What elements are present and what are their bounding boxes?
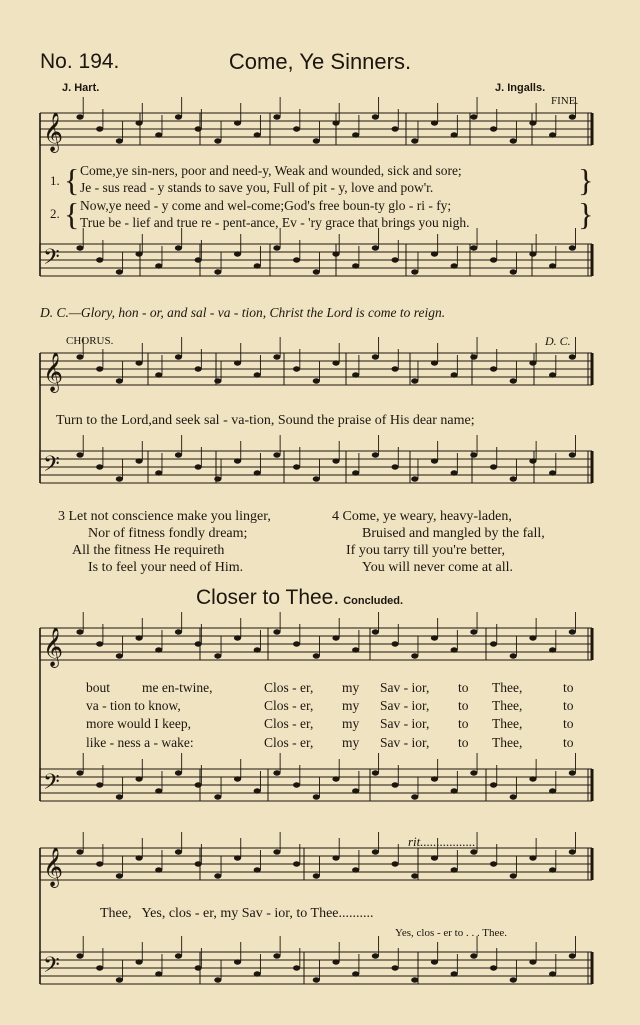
closer-word: Clos - er, (264, 735, 314, 750)
closer-word: my (342, 716, 360, 731)
note-head (234, 458, 241, 463)
note-head (293, 464, 300, 469)
note-head (293, 257, 300, 262)
note-head (135, 251, 142, 256)
note-head (155, 372, 162, 377)
note-head (214, 378, 221, 383)
note-head (76, 354, 83, 359)
note-head (470, 114, 477, 119)
note-head (254, 470, 261, 475)
note-head (313, 138, 320, 143)
note-head (529, 120, 536, 125)
note-head (332, 120, 339, 125)
note-head (195, 257, 202, 262)
closer-word: bout (86, 680, 111, 695)
verse-brace: { (64, 162, 80, 198)
note-head (116, 794, 123, 799)
note-head (549, 263, 556, 268)
note-head (234, 120, 241, 125)
closer-word: to (458, 716, 469, 731)
note-head (195, 464, 202, 469)
note-head (411, 269, 418, 274)
note-head (391, 366, 398, 371)
closer-word: my (342, 735, 360, 750)
note-head (352, 372, 359, 377)
note-head (391, 257, 398, 262)
note-head (214, 977, 221, 982)
closer-word: my (342, 698, 360, 713)
note-head (273, 354, 280, 359)
note-head (214, 873, 221, 878)
closer-word: Thee, (492, 680, 523, 695)
note-head (490, 464, 497, 469)
closer-title-text: Closer to Thee. (196, 586, 340, 609)
closer-echo-line: Yes, clos - er to . . . Thee. (395, 927, 508, 939)
note-head (273, 114, 280, 119)
note-head (431, 855, 438, 860)
chorus-line: Turn to the Lord,and seek sal - va-tion, Sound the praise of His dear name; (56, 413, 475, 428)
note-head (372, 953, 379, 958)
verse-line: True be - lief and true re - pent-ance, Ev - 'ry grace that brings you nigh. (80, 215, 470, 230)
note-head (273, 953, 280, 958)
note-head (175, 770, 182, 775)
note-head (490, 861, 497, 866)
note-head (254, 788, 261, 793)
note-head (372, 629, 379, 634)
note-head (293, 782, 300, 787)
verse-line: Now,ye need - y come and wel-come;God's free boun-ty glo - ri - fy; (80, 198, 452, 213)
note-head (470, 452, 477, 457)
note-head (431, 120, 438, 125)
composer: J. Ingalls. (495, 82, 546, 94)
stanza-3 (58, 508, 271, 576)
note-head (411, 378, 418, 383)
rit-marking: rit................. (408, 834, 476, 849)
note-head (332, 776, 339, 781)
note-head (195, 861, 202, 866)
note-head (529, 959, 536, 964)
note-head (411, 794, 418, 799)
verse-brace: { (64, 196, 80, 232)
note-head (549, 647, 556, 652)
note-head (431, 776, 438, 781)
note-head (470, 770, 477, 775)
note-head (135, 120, 142, 125)
bass-clef-icon: 𝄢 (43, 770, 60, 800)
bass-clef-icon: 𝄢 (43, 245, 60, 275)
note-head (234, 776, 241, 781)
note-head (254, 867, 261, 872)
bass-clef-icon: 𝄢 (43, 452, 60, 482)
verse-brace: } (578, 196, 594, 232)
note-head (372, 770, 379, 775)
stanza-line: 3 Let not conscience make you linger, (58, 509, 271, 524)
note-head (175, 849, 182, 854)
note-head (313, 794, 320, 799)
note-head (332, 855, 339, 860)
verse-number-1: 1. (50, 173, 60, 188)
note-head (549, 867, 556, 872)
note-head (332, 458, 339, 463)
note-head (372, 849, 379, 854)
note-head (116, 269, 123, 274)
closer-word: like - ness a - wake: (86, 735, 194, 750)
note-head (76, 114, 83, 119)
note-head (116, 378, 123, 383)
note-head (391, 126, 398, 131)
note-head (155, 132, 162, 137)
note-head (195, 641, 202, 646)
note-head (332, 959, 339, 964)
closer-word: va - tion to know, (86, 698, 181, 713)
note-head (391, 965, 398, 970)
note-head (135, 458, 142, 463)
note-head (76, 452, 83, 457)
note-head (76, 849, 83, 854)
note-head (451, 867, 458, 872)
note-head (273, 245, 280, 250)
note-head (195, 366, 202, 371)
closer-word: Sav - ior, (380, 735, 430, 750)
note-head (451, 132, 458, 137)
note-head (510, 138, 517, 143)
note-head (96, 464, 103, 469)
note-head (135, 635, 142, 640)
note-head (313, 873, 320, 878)
verse-number-2: 2. (50, 206, 60, 221)
note-head (234, 360, 241, 365)
note-head (372, 452, 379, 457)
note-head (451, 788, 458, 793)
hymn-number: No. 194. (40, 50, 120, 73)
note-head (313, 977, 320, 982)
closer-word: Clos - er, (264, 698, 314, 713)
note-head (372, 114, 379, 119)
bass-clef-icon: 𝄢 (43, 953, 60, 983)
stanza-line: Nor of fitness fondly dream; (88, 526, 248, 541)
note-head (273, 849, 280, 854)
note-head (569, 629, 576, 634)
note-head (293, 126, 300, 131)
note-head (214, 476, 221, 481)
note-head (470, 629, 477, 634)
note-head (155, 470, 162, 475)
closer-word: to (458, 735, 469, 750)
note-head (529, 360, 536, 365)
note-head (451, 971, 458, 976)
closer-word: to (563, 735, 574, 750)
stanza-line: 4 Come, ye weary, heavy-laden, (332, 509, 512, 524)
note-head (451, 263, 458, 268)
note-head (510, 794, 517, 799)
note-head (313, 476, 320, 481)
note-head (549, 788, 556, 793)
note-head (175, 953, 182, 958)
hymn-title: Come, Ye Sinners. (228, 49, 412, 74)
note-head (451, 470, 458, 475)
note-head (490, 641, 497, 646)
note-head (569, 953, 576, 958)
note-head (490, 257, 497, 262)
closer-word: to (458, 698, 469, 713)
note-head (293, 861, 300, 866)
closer-title (196, 586, 403, 610)
treble-clef-icon: 𝄞 (43, 352, 64, 392)
stanza-line: If you tarry till you're better, (346, 543, 506, 558)
chorus-label: CHORUS. (66, 335, 114, 347)
note-head (214, 653, 221, 658)
note-head (116, 476, 123, 481)
note-head (529, 635, 536, 640)
note-head (116, 138, 123, 143)
note-head (470, 953, 477, 958)
note-head (352, 867, 359, 872)
note-head (411, 873, 418, 878)
note-head (313, 378, 320, 383)
closer-word: me en-twine, (142, 680, 213, 695)
note-head (451, 372, 458, 377)
note-head (372, 354, 379, 359)
note-head (96, 965, 103, 970)
note-head (569, 354, 576, 359)
note-head (234, 635, 241, 640)
note-head (116, 653, 123, 658)
closer-word: to (458, 680, 469, 695)
closer-word: Sav - ior, (380, 716, 430, 731)
note-head (76, 770, 83, 775)
note-head (76, 629, 83, 634)
note-head (175, 114, 182, 119)
note-head (490, 126, 497, 131)
note-head (214, 794, 221, 799)
lyricist: J. Hart. (62, 82, 100, 94)
dc-line: D. C.—Glory, hon - or, and sal - va - tion, Christ the Lord is come to reign. (40, 305, 446, 320)
note-head (155, 971, 162, 976)
closer-word: Clos - er, (264, 716, 314, 731)
note-head (549, 132, 556, 137)
note-head (254, 971, 261, 976)
note-head (332, 360, 339, 365)
note-head (116, 977, 123, 982)
note-head (254, 263, 261, 268)
note-head (569, 114, 576, 119)
note-head (391, 464, 398, 469)
note-head (293, 366, 300, 371)
note-head (254, 647, 261, 652)
verse-brace: } (578, 162, 594, 198)
closer-word: Thee, (492, 716, 523, 731)
note-head (411, 476, 418, 481)
stanza-line: Bruised and mangled by the fall, (362, 526, 545, 541)
note-head (529, 776, 536, 781)
note-head (96, 257, 103, 262)
stanza-line: Is to feel your need of Him. (88, 560, 244, 575)
note-head (273, 452, 280, 457)
note-head (135, 959, 142, 964)
note-head (293, 965, 300, 970)
note-head (510, 977, 517, 982)
note-head (352, 132, 359, 137)
note-head (391, 861, 398, 866)
note-head (569, 770, 576, 775)
note-head (431, 458, 438, 463)
note-head (411, 653, 418, 658)
note-head (135, 360, 142, 365)
closer-word: to (563, 698, 574, 713)
note-head (510, 476, 517, 481)
closer-word: to (563, 716, 574, 731)
note-head (510, 873, 517, 878)
closer-note: Concluded. (343, 595, 404, 607)
stanza-4 (332, 508, 545, 576)
verse-line: Come,ye sin-ners, poor and need-y, Weak and wounded, sick and sore; (80, 163, 462, 178)
note-head (96, 366, 103, 371)
note-head (569, 849, 576, 854)
note-head (175, 354, 182, 359)
note-head (273, 770, 280, 775)
note-head (529, 855, 536, 860)
note-head (391, 641, 398, 646)
note-head (195, 126, 202, 131)
closer-word: Sav - ior, (380, 680, 430, 695)
stanza-line: All the fitness He requireth (72, 543, 225, 558)
note-head (155, 867, 162, 872)
note-head (254, 132, 261, 137)
note-head (313, 653, 320, 658)
note-head (510, 378, 517, 383)
note-head (135, 855, 142, 860)
note-head (332, 635, 339, 640)
note-head (155, 647, 162, 652)
note-head (529, 458, 536, 463)
note-head (293, 641, 300, 646)
note-head (549, 470, 556, 475)
note-head (195, 782, 202, 787)
note-head (411, 138, 418, 143)
note-head (352, 263, 359, 268)
note-head (195, 965, 202, 970)
note-head (569, 452, 576, 457)
note-head (175, 629, 182, 634)
note-head (135, 776, 142, 781)
fine-marker: FINE. (551, 95, 579, 107)
closer-word: my (342, 680, 360, 695)
note-head (352, 971, 359, 976)
note-head (451, 647, 458, 652)
treble-clef-icon: 𝄞 (43, 847, 64, 887)
note-head (175, 452, 182, 457)
note-head (510, 653, 517, 658)
note-head (254, 372, 261, 377)
closer-word: to (563, 680, 574, 695)
note-head (431, 959, 438, 964)
note-head (490, 366, 497, 371)
note-head (96, 641, 103, 646)
closer-final-line: Thee, Yes, clos - er, my Sav - ior, to Thee.......... (100, 906, 374, 921)
note-head (214, 269, 221, 274)
note-head (155, 263, 162, 268)
note-head (96, 126, 103, 131)
note-head (470, 849, 477, 854)
verse-line: Je - sus read - y stands to save you, Full of pit - y, love and pow'r. (80, 180, 434, 195)
note-head (96, 782, 103, 787)
closer-word: Thee, (492, 735, 523, 750)
note-head (234, 855, 241, 860)
note-head (273, 629, 280, 634)
note-head (313, 269, 320, 274)
note-head (431, 360, 438, 365)
stanza-line: You will never come at all. (362, 560, 513, 575)
note-head (490, 965, 497, 970)
note-head (391, 782, 398, 787)
note-head (411, 977, 418, 982)
note-head (234, 959, 241, 964)
note-head (569, 245, 576, 250)
note-head (431, 251, 438, 256)
note-head (96, 861, 103, 866)
note-head (175, 245, 182, 250)
treble-clef-icon: 𝄞 (43, 627, 64, 667)
note-head (352, 647, 359, 652)
note-head (332, 251, 339, 256)
note-head (372, 245, 379, 250)
note-head (352, 788, 359, 793)
note-head (529, 251, 536, 256)
note-head (76, 953, 83, 958)
closer-word: Thee, (492, 698, 523, 713)
note-head (470, 245, 477, 250)
note-head (431, 635, 438, 640)
closer-word: Clos - er, (264, 680, 314, 695)
note-head (470, 354, 477, 359)
dc-marker: D. C. (545, 334, 571, 348)
note-head (549, 372, 556, 377)
closer-word: Sav - ior, (380, 698, 430, 713)
note-head (490, 782, 497, 787)
note-head (155, 788, 162, 793)
note-head (116, 873, 123, 878)
note-head (549, 971, 556, 976)
note-head (352, 470, 359, 475)
treble-clef-icon: 𝄞 (43, 112, 64, 152)
note-head (234, 251, 241, 256)
closer-word: more would I keep, (86, 716, 191, 731)
note-head (214, 138, 221, 143)
note-head (510, 269, 517, 274)
note-head (76, 245, 83, 250)
